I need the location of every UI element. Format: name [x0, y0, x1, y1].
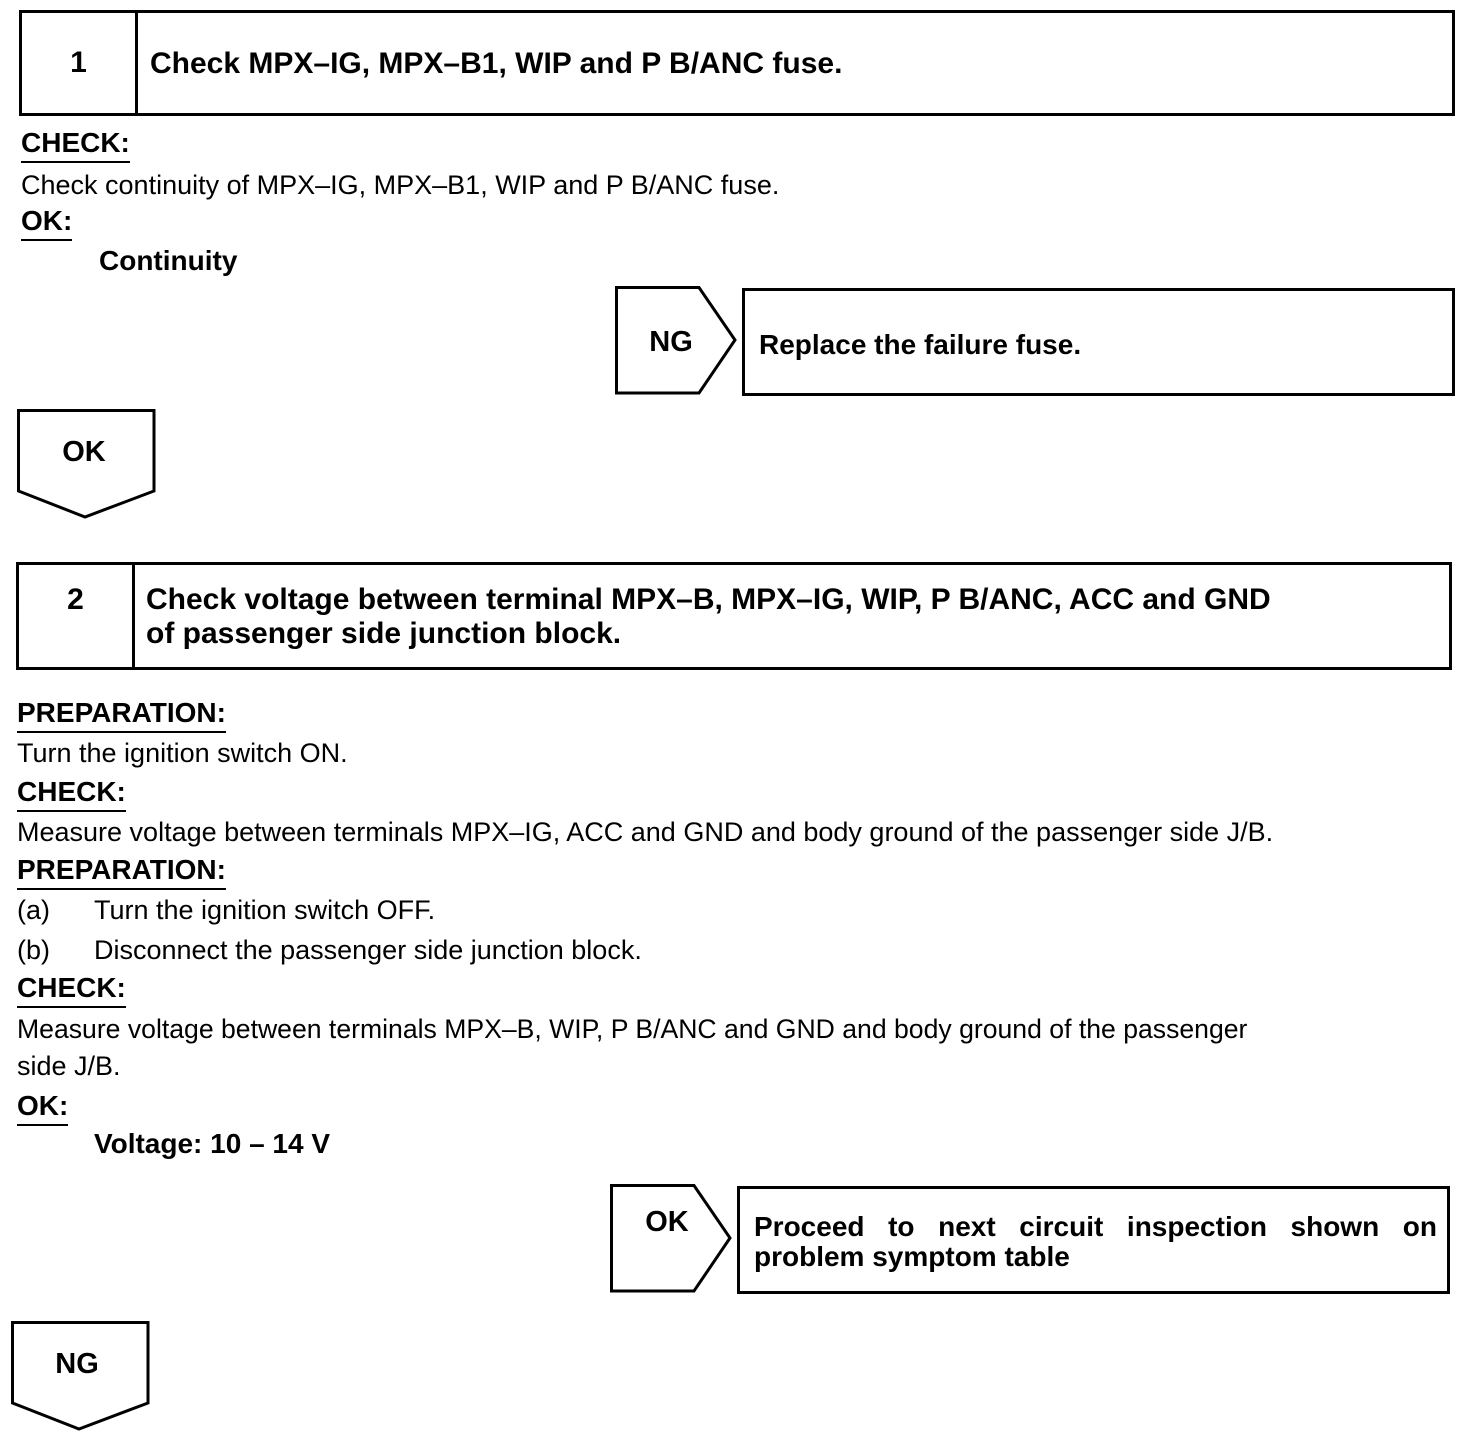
step1-ng-result-box — [742, 288, 1455, 396]
step2-prep2-item-a-text: Turn the ignition switch OFF. — [94, 895, 436, 925]
step2-ok-label: OK: — [17, 1090, 68, 1126]
step1-ok-label: OK: — [21, 205, 72, 241]
step1-ok-value: Continuity — [99, 245, 238, 276]
step2-ok-result-box — [737, 1186, 1450, 1294]
step2-number: 2 — [19, 565, 135, 667]
step2-prep1-label: PREPARATION: — [17, 697, 226, 733]
step1-check-label: CHECK: — [21, 127, 130, 163]
step2-prep1-text: Turn the ignition switch ON. — [17, 738, 348, 768]
step2-title-line2: of passenger side junction block. — [146, 617, 622, 650]
step1-ng-result-text: Replace the failure fuse. — [759, 329, 1082, 360]
step1-number: 1 — [22, 13, 138, 113]
step2-ok-result-line2: problem symptom table — [754, 1241, 1070, 1272]
step2-check1-text: Measure voltage between terminals MPX–IG, ACC and GND and body ground of the passenger side J/B. — [17, 817, 1274, 847]
step2-prep2-item-b-text: Disconnect the passenger side junction block. — [94, 935, 642, 965]
step1-ng-tag: NG — [649, 326, 693, 358]
step2-prep2-item-b-marker: (b) — [17, 935, 50, 965]
step2-ok-result-line1: Proceed to next circuit inspection shown on — [754, 1211, 1437, 1242]
step1-header-box — [19, 10, 1455, 116]
step2-prep2-label: PREPARATION: — [17, 854, 226, 890]
step2-header-box — [16, 562, 1452, 670]
step2-check1-label: CHECK: — [17, 776, 126, 812]
step1-check-text: Check continuity of MPX–IG, MPX–B1, WIP and P B/ANC fuse. — [21, 170, 780, 200]
step2-check2-label: CHECK: — [17, 972, 126, 1008]
step2-title-line1: Check voltage between terminal MPX–B, MPX–IG, WIP, P B/ANC, ACC and GND — [146, 583, 1271, 616]
step2-ng-tag: NG — [55, 1348, 99, 1380]
step2-check2-text-line2: side J/B. — [17, 1051, 121, 1081]
step2-ok-value: Voltage: 10 – 14 V — [94, 1128, 331, 1159]
step1-ok-tag: OK — [62, 436, 106, 468]
step1-title: Check MPX–IG, MPX–B1, WIP and P B/ANC fuse. — [150, 47, 843, 80]
step2-check2-text-line1: Measure voltage between terminals MPX–B, WIP, P B/ANC and GND and body ground of the passenger — [17, 1014, 1248, 1044]
step2-ok-arrow-shape — [610, 1184, 734, 1294]
step2-ok-tag: OK — [645, 1206, 689, 1238]
step2-prep2-item-a-marker: (a) — [17, 895, 50, 925]
